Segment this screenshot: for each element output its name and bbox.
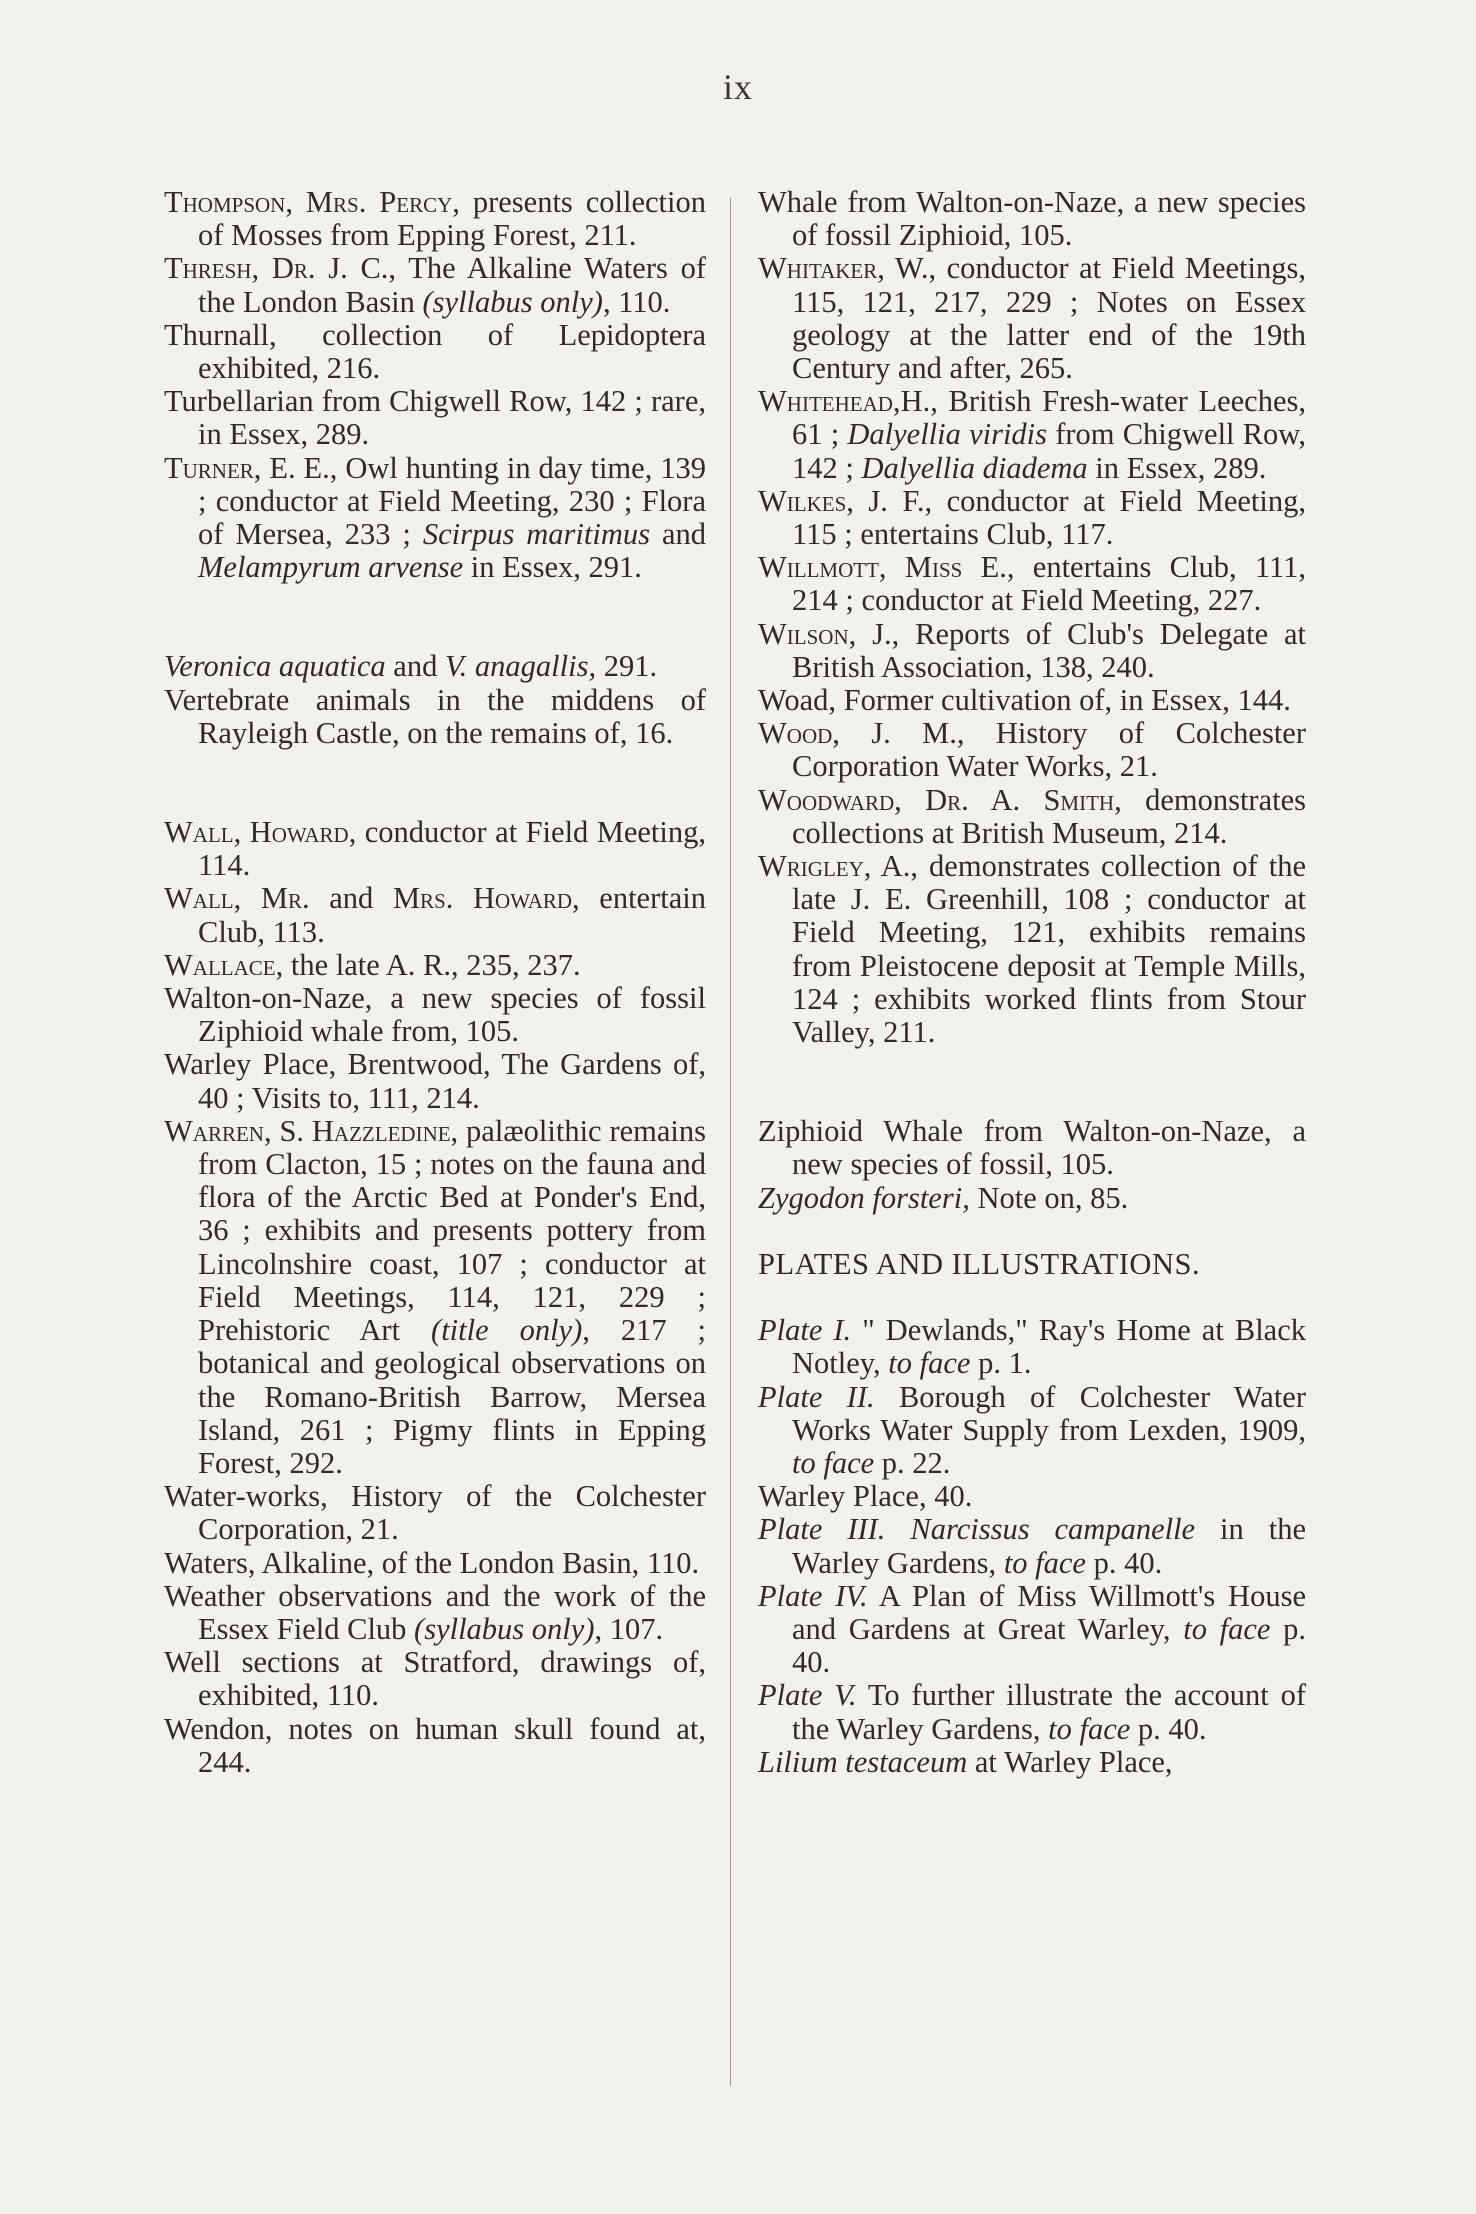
entry-italic-text: Plate IV. [758,1578,868,1613]
section-gap [758,1049,1306,1115]
column-divider [730,198,731,2086]
entry-text: p. 40. [1130,1711,1207,1746]
entry-text: Whale from Walton-on-Naze, a new species of fossil Ziphioid, 105. [758,185,1306,253]
entry-text: , 107. [594,1611,664,1646]
index-entry [758,385,1306,485]
entry-name: Thompson, Mrs. Percy, [164,185,460,219]
index-entry [164,1115,706,1480]
entry-italic-text: Plate V. [758,1678,857,1713]
entry-name: Wall, Howard, [164,815,357,850]
entry-name: Whitehead, [758,384,901,419]
entry-text: To further illustrate the account of the Warley Gardens, [792,1678,1306,1746]
index-entry [758,1679,1306,1745]
entry-text: S. [271,1113,312,1148]
entry-name: Wilson, [758,616,857,651]
entry-italic-text: Lilium testaceum [758,1744,968,1779]
entry-italic-text: V. anagallis, [444,649,597,684]
entry-name: Hazzledine, [311,1113,459,1148]
entry-text: presents collection of Mosses from Epping Forest, 211. [198,185,706,253]
entry-text: conductor at Field Meeting, 114. [198,815,706,883]
entry-italic-text: Veronica aquatica [164,649,386,684]
entry-italic-text: (title only) [431,1313,583,1348]
entry-text: 291. [596,649,658,684]
entry-name: Wood, [758,716,840,751]
entry-text: Waters, Alkaline, of the London Basin, 110. [164,1545,700,1580]
entry-text: Wendon, notes on human skull found at, 244. [164,1711,706,1779]
entry-text: Thurnall, collection of Lepidoptera exhibited, 216. [164,317,706,386]
entry-text: A., demonstrates collection of the late J. E. Greenhill, 108 ; conductor at Field Meeting, 121, exhibits remains from Pleistocene deposit at Temple Mills, 124 ; exhibits worked flints from Stour Valley, 211. [792,849,1306,1050]
index-entry [758,850,1306,1049]
entry-text: the late A. R., 235, 237. [283,947,581,982]
entry-name: Woodward, Dr. [758,782,969,817]
entry-italic-text: (syllabus only) [414,1611,595,1646]
entry-text: Note on, 85. [969,1180,1129,1215]
entry-text: " Dewlands," Ray's Home at Black Notley, [792,1313,1306,1381]
entry-text: Walton-on-Naze, a new species of fossil Ziphioid whale from, 105. [164,981,706,1049]
index-entry [758,1513,1306,1579]
entry-name: Mrs. Howard, [392,881,580,916]
entry-text: J., Reports of Club's Delegate at British Association, 138, 240. [792,616,1306,684]
entry-italic-text: Plate II. [758,1379,875,1414]
entry-name: Wallace, [164,947,284,982]
index-entry [758,1381,1306,1481]
entry-text: Ziphioid Whale from Walton-on-Naze, a new species of fossil, 105. [758,1114,1306,1182]
index-entry [164,1048,706,1114]
entry-text: p. 40. [792,1611,1306,1680]
index-entry [164,452,706,585]
index-entry [758,1314,1306,1380]
entry-text: Turbellarian from Chigwell Row, 142 ; rare, in Essex, 289. [164,384,706,452]
section-gap [164,750,706,816]
entry-italic-text: Dalyellia diadema [861,450,1088,485]
entry-text: E., entertains Club, 111, 214 ; conductor at Field Meeting, 227. [792,550,1306,618]
entry-text: palæolithic remains from Clacton, 15 ; notes on the fauna and flora of the Arctic Bed at Ponder's End, 36 ; exhibits and presents pottery from Lincolnshire coast, 107 ; conductor at Field Meetings, 114, 121, 229 ; Prehistoric Art [198,1113,706,1348]
index-column-left [164,186,706,1779]
index-entry [164,252,706,318]
index-entry [164,1713,706,1779]
entry-italic-text: to face [1048,1711,1131,1746]
section-gap [164,584,706,650]
entry-text: A. [968,782,1044,817]
entry-text: Borough of Colchester Water Works Water Supply from Lexden, 1909, [792,1379,1306,1447]
index-entry [758,1580,1306,1680]
entry-text: Vertebrate animals in the middens of Rayleigh Castle, on the remains of, 16. [164,682,706,750]
entry-text: in the Warley Gardens, [792,1512,1306,1580]
entry-text: p. 40. [1085,1545,1163,1580]
entry-text: E. E., Owl hunting in day time, 139 ; conductor at Field Meeting, 230 ; Flora of Mersea, 233 ; [198,450,706,552]
index-entry [164,684,706,750]
entry-text: J. F., conductor at Field Meeting, 115 ; entertains Club, 117. [792,483,1306,552]
index-entry [758,551,1306,617]
entry-text: , 217 ; botanical and geological observations on the Romano-British Barrow, Mersea Island, 261 ; Pigmy flints in Epping Forest, 292. [198,1313,706,1480]
index-entry [758,1182,1306,1215]
entry-name: Warren, [164,1113,272,1148]
entry-text: in Essex, 289. [1087,450,1267,485]
entry-italic-text: (syllabus only) [422,284,603,319]
section-gap [758,1281,1306,1314]
index-entry [164,1547,706,1580]
entry-text: Woad, Former cultivation of, in Essex, 144. [758,683,1291,718]
entry-text: J. M., History of Colchester Corporation Water Works, 21. [792,716,1306,784]
entry-italic-text: to face [1003,1545,1086,1580]
entry-text: Water-works, History of the Colchester Corporation, 21. [164,1479,706,1547]
entry-text: W., conductor at Field Meetings, 115, 121, 217, 229 ; Notes on Essex geology at the latter end of the 19th Century and after, 265. [792,251,1306,386]
entry-text: in Essex, 291. [463,550,642,585]
entry-text: A Plan of Miss Willmott's House and Gardens at Great Warley, [792,1578,1306,1646]
index-entry [164,882,706,948]
index-entry [758,1746,1306,1779]
entry-name: Turner, [164,450,262,485]
entry-text: Warley Place, 40. [758,1479,973,1514]
entry-italic-text: Plate III. Narcissus campanelle [758,1512,1196,1547]
entry-name: Thresh, Dr. [164,251,316,286]
index-entry [164,949,706,982]
entry-text: J. C., The Alkaline Waters of the London Basin [198,251,706,319]
index-entry [758,1480,1306,1513]
section-heading: PLATES AND ILLUSTRATIONS. [758,1246,1201,1281]
section-gap [758,1215,1306,1248]
index-entry [758,717,1306,783]
index-entry [758,618,1306,684]
index-entry [758,485,1306,551]
entry-name: Wall, Mr. [164,881,310,916]
entry-text: and [309,881,393,916]
entry-text: at Warley Place, [967,1744,1173,1779]
index-entry [758,784,1306,850]
entry-text: p. 1. [970,1346,1032,1381]
entry-text: , 110. [602,284,671,319]
entry-italic-text: to face [792,1445,875,1480]
entry-text: Well sections at Stratford, drawings of, exhibited, 110. [164,1645,706,1713]
entry-name: Willmott, Miss [758,550,963,585]
entry-text: and [385,649,445,684]
entry-italic-text: to face [1183,1611,1271,1646]
entry-text: p. 22. [874,1445,951,1480]
entry-text: Warley Place, Brentwood, The Gardens of, 40 ; Visits to, 111, 214. [164,1047,706,1115]
entry-text: entertain Club, 113. [198,881,706,949]
index-entry [164,186,706,252]
entry-name: Wrigley, [758,849,872,884]
entry-name: Smith, [1043,782,1122,817]
index-entry [164,385,706,451]
index-entry [758,684,1306,717]
index-entry [164,816,706,882]
entry-italic-text: Scirpus maritimus [422,517,650,552]
entry-italic-text: to face [888,1346,971,1381]
index-column-right [758,186,1306,1779]
index-entry [164,650,706,683]
entry-text: demonstrates collections at British Museum, 214. [792,782,1306,850]
index-entry [164,319,706,385]
index-entry [164,1580,706,1646]
index-entry [758,186,1306,252]
entry-italic-text: Dalyellia viridis [847,417,1048,452]
entry-name: Whitaker, [758,251,885,286]
page-number: ix [722,67,753,107]
entry-text: H., British Fresh-water Leeches, 61 ; [792,384,1306,452]
index-entry [758,252,1306,385]
index-entry [758,1115,1306,1181]
entry-text: and [650,517,706,552]
index-entry [164,1480,706,1546]
entry-italic-text: Melampyrum arvense [198,550,464,585]
entry-text: Weather observations and the work of the Essex Field Club [164,1578,706,1646]
entry-name: Wilkes, [758,483,854,518]
index-entry [164,1646,706,1712]
index-entry [164,982,706,1048]
entry-italic-text: Zygodon forsteri, [758,1180,970,1215]
entry-italic-text: Plate I. [758,1313,852,1348]
entry-text: from Chigwell Row, 142 ; [792,417,1306,485]
